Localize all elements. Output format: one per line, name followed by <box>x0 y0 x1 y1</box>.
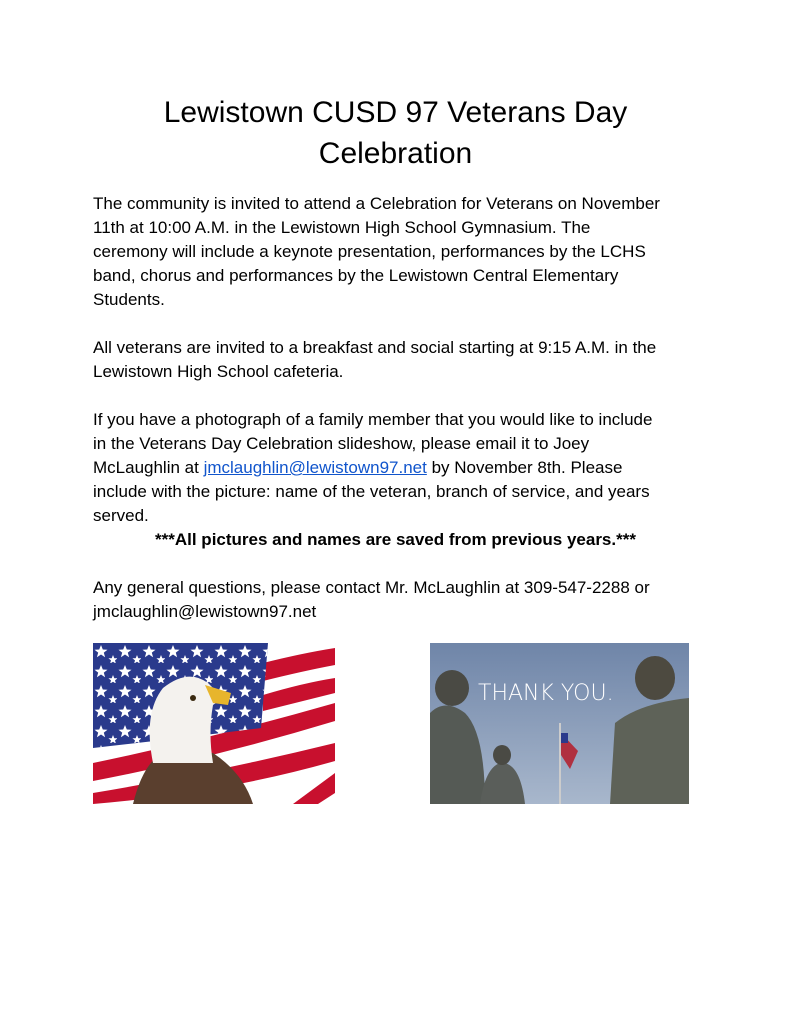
page-title <box>0 92 791 174</box>
title-line: Lewistown CUSD 97 Veterans Day <box>163 96 628 129</box>
text-line: in the Veterans Day Celebration slideshow, please email it to Joey <box>93 434 590 453</box>
saved-note: ***All pictures and names are saved from previous years.*** <box>155 530 636 549</box>
thank-you-caption: THANK YOU. <box>478 681 614 706</box>
text-line: If you have a photograph of a family member that you would like to include <box>93 410 653 429</box>
text-line: Students. <box>93 290 165 309</box>
text: by November 8th. Please <box>426 458 623 477</box>
photo-paragraph <box>93 408 652 528</box>
breakfast-paragraph <box>93 336 656 384</box>
thank-you-image <box>430 643 689 804</box>
intro-paragraph <box>93 192 660 312</box>
text-line: 11th at 10:00 A.M. in the Lewistown High School Gymnasium. The <box>93 218 591 237</box>
text-line: band, chorus and performances by the Lewistown Central Elementary <box>93 266 619 285</box>
text-line: All veterans are invited to a breakfast and social starting at 9:15 A.M. in the <box>93 338 657 357</box>
text-line: The community is invited to attend a Celebration for Veterans on November <box>93 194 660 213</box>
text-line: Any general questions, please contact Mr. McLaughlin at 309-547-2288 or <box>93 578 650 597</box>
contact-paragraph <box>93 576 650 624</box>
text-line: include with the picture: name of the veteran, branch of service, and years <box>93 482 650 501</box>
text-line <box>93 456 652 480</box>
text: McLaughlin at <box>93 458 204 477</box>
email-link[interactable]: jmclaughlin@lewistown97.net <box>203 458 427 477</box>
title-line: Celebration <box>318 137 473 170</box>
text-line: ceremony will include a keynote presentation, performances by the LCHS <box>93 242 646 261</box>
eagle-flag-image <box>93 643 335 804</box>
text-line: served. <box>93 506 149 525</box>
text-line: Lewistown High School cafeteria. <box>93 362 344 381</box>
text-line: jmclaughlin@lewistown97.net <box>93 602 317 621</box>
